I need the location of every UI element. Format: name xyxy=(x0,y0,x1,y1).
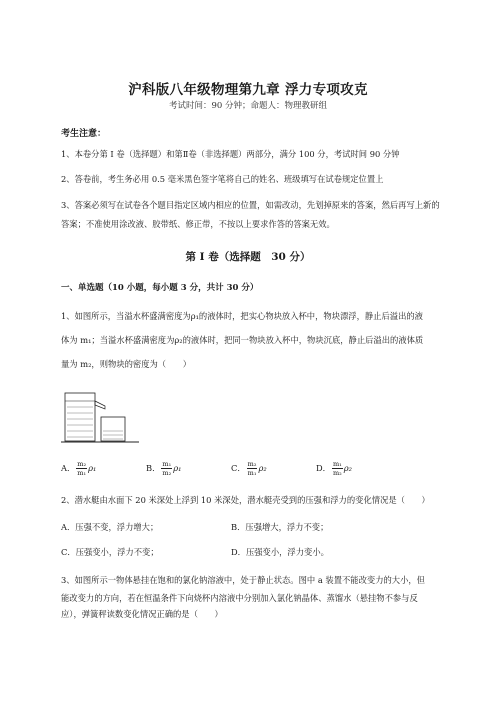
q1-line-3: 量为 m₂，则物块的密度为（ ） xyxy=(61,359,191,369)
q2-stem: 2、潜水艇由水面下 20 米深处上浮到 10 米深处，潜水艇壳受到的压强和浮力的变化情况是（ ） xyxy=(61,495,430,505)
notice-item-3: 3、答案必须写在试卷各个题目指定区域内相应的位置，如需改动，先划掉原来的答案，然后再写上新的答案；不准使用涂改液、胶带纸、修正带，不按以上要求作答的答案无效。 xyxy=(61,200,440,229)
fraction xyxy=(247,460,258,477)
numerator: m₂ xyxy=(247,460,257,468)
q1-option-b[interactable] xyxy=(146,460,181,477)
fraction xyxy=(332,460,343,477)
numerator: m₁ xyxy=(162,460,172,468)
denominator: m₂ xyxy=(162,469,172,477)
denominator: m₁ xyxy=(77,469,87,477)
density-symbol: ρ₂ xyxy=(343,463,352,473)
q3-line-3: 应），弹簧秤读数变化情况正确的是（ ） xyxy=(61,609,223,619)
denominator: m₂ xyxy=(332,469,342,477)
section-subtitle: 一、单选题（10 小题，每小题 3 分，共计 30 分） xyxy=(61,283,259,293)
q2-option-d[interactable]: D．压强变小，浮力变小。 xyxy=(231,547,329,557)
numerator: m₂ xyxy=(77,460,87,468)
numerator: m₁ xyxy=(332,460,342,468)
q1-option-a[interactable] xyxy=(61,460,96,477)
density-symbol: ρ₂ xyxy=(258,463,267,473)
page-title: 沪科版八年级物理第九章 浮力专项攻克 xyxy=(128,82,368,98)
density-symbol: ρ₁ xyxy=(88,463,97,473)
option-label: B． xyxy=(146,463,161,473)
q3-line-2: 能改变力的方向，若在恒温条件下向烧杯内溶液中分别加入氯化钠晶体、蒸馏水（悬挂物不参与反 xyxy=(61,593,418,603)
density-symbol: ρ₁ xyxy=(173,463,182,473)
q1-option-c[interactable] xyxy=(231,460,267,477)
overflow-cup-diagram xyxy=(61,387,141,447)
q1-option-d[interactable] xyxy=(316,460,352,477)
notice-item-2: 2、答卷前，考生务必用 0.5 毫米黑色签字笔将自己的姓名、班级填写在试卷规定位置上 xyxy=(61,174,384,184)
notice-item-1: 1、本卷分第 I 卷（选择题）和第Ⅱ卷（非选择题）两部分，满分 100 分，考试时间 90 分钟 xyxy=(61,149,400,159)
q2-option-a[interactable]: A．压强不变，浮力增大； xyxy=(61,522,159,532)
section-title: 第 I 卷（选择题 30 分） xyxy=(185,251,311,263)
q2-option-b[interactable]: B．压强增大，浮力不变； xyxy=(231,522,329,532)
notice-heading: 考生注意： xyxy=(61,129,107,139)
option-label: D． xyxy=(316,463,331,473)
denominator: m₁ xyxy=(247,469,257,477)
q1-line-1: 1、如图所示，当溢水杯盛满密度为ρ₁的液体时，把实心物块放入杯中，物块漂浮，静止后溢出的液 xyxy=(61,311,423,321)
option-label: A． xyxy=(61,463,76,473)
q1-line-2: 体为 m₁；当溢水杯盛满密度为ρ₂的液体时，把同一物块放入杯中，物块沉底，静止后溢出的液体质 xyxy=(61,335,424,345)
fraction xyxy=(161,460,172,477)
fraction xyxy=(76,460,87,477)
exam-info: 考试时间：90 分钟；命题人：物理教研组 xyxy=(168,101,328,111)
option-label: C． xyxy=(231,463,246,473)
q3-line-1: 3、如图所示一物体悬挂在饱和的氯化钠溶液中，处于静止状态。图中 a 装置不能改变力的大小，但 xyxy=(61,575,425,585)
q2-option-c[interactable]: C．压强变小，浮力不变； xyxy=(61,547,159,557)
